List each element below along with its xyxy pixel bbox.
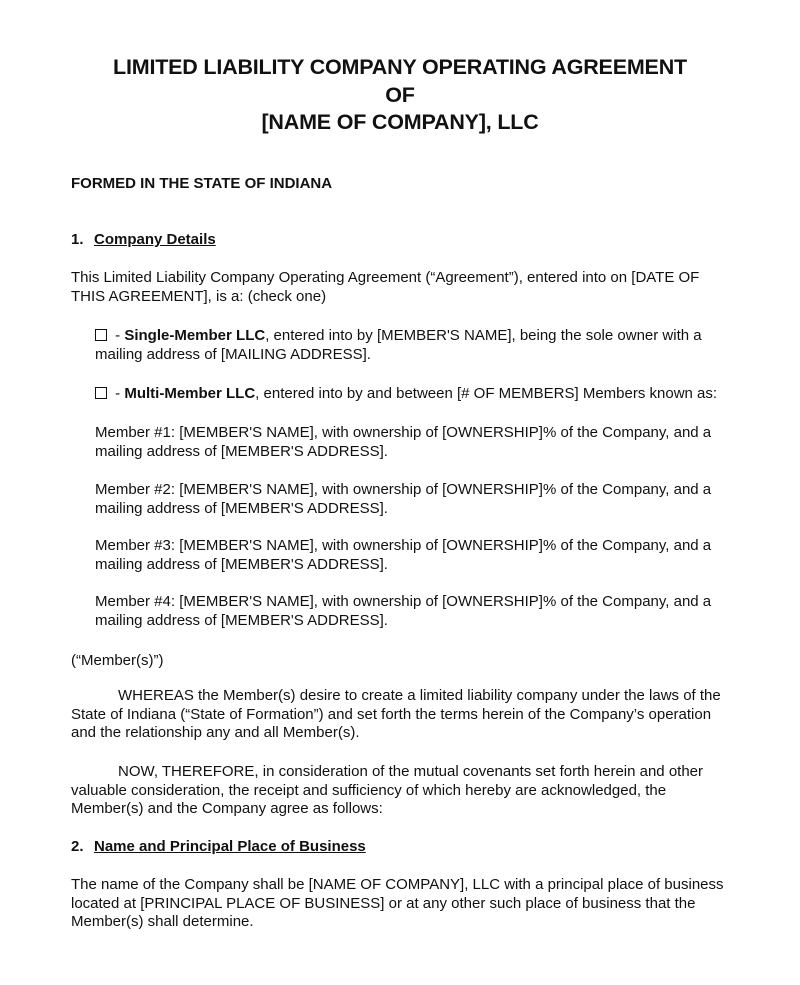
member-entry: Member #4: [MEMBER'S NAME], with ownership of [OWNERSHIP]% of the Company, and a mailing address of [MEMBER'S ADDRESS].	[95, 593, 712, 629]
whereas-text: WHEREAS the Member(s) desire to create a limited liability company under the laws of the State of Indiana (“State of Formation”) and set forth the terms herein of the Company’s operation and the relationship any and all Member(s).	[71, 687, 721, 742]
single-member-label: Single-Member LLC	[124, 327, 266, 344]
members-label: (“Member(s)”)	[71, 652, 164, 669]
title-line-1: LIMITED LIABILITY COMPANY OPERATING AGREEMENT	[113, 55, 687, 79]
single-dash: -	[111, 327, 125, 344]
section-1-number: 1.	[71, 231, 84, 248]
option-single-member	[95, 327, 715, 364]
section-1-title: Company Details	[94, 231, 216, 248]
now-therefore-text: NOW, THEREFORE, in consideration of the mutual covenants set forth herein and other valuable consideration, the receipt and sufficiency of which hereby are acknowledged, the Member(s) and the Company agree as follows:	[71, 763, 704, 818]
now-therefore-clause	[71, 763, 731, 819]
member-entry: Member #1: [MEMBER'S NAME], with ownership of [OWNERSHIP]% of the Company, and a mailing address of [MEMBER'S ADDRESS].	[95, 424, 712, 460]
whereas-clause	[71, 687, 721, 743]
multi-member-text: , entered into by and between [# OF MEMBERS] Members known as:	[255, 385, 718, 402]
title-line-2: OF	[385, 82, 415, 107]
agreement-intro: This Limited Liability Company Operating Agreement (“Agreement”), entered into on [DATE OF THIS AGREEMENT], is a: (check one)	[71, 269, 700, 305]
section-2-title: Name and Principal Place of Business	[94, 838, 366, 855]
document-title	[0, 54, 800, 137]
option-multi-member	[95, 385, 735, 404]
multi-member-label: Multi-Member LLC	[124, 385, 256, 402]
member-entry: Member #2: [MEMBER'S NAME], with ownership of [OWNERSHIP]% of the Company, and a mailing address of [MEMBER'S ADDRESS].	[95, 481, 712, 517]
section-1-heading	[71, 231, 731, 250]
multi-dash: -	[111, 385, 125, 402]
multi-member-checkbox[interactable]	[95, 387, 107, 399]
section-2-heading	[71, 838, 731, 857]
single-member-checkbox[interactable]	[95, 329, 107, 341]
section-2-number: 2.	[71, 838, 84, 855]
member-entry: Member #3: [MEMBER'S NAME], with ownership of [OWNERSHIP]% of the Company, and a mailing address of [MEMBER'S ADDRESS].	[95, 537, 712, 573]
single-member-text: , entered into by [MEMBER'S NAME], being the sole owner with a mailing address of [MAILING ADDRESS].	[95, 327, 702, 363]
formed-in-state: FORMED IN THE STATE OF INDIANA	[71, 175, 333, 192]
title-line-3: [NAME OF COMPANY], LLC	[261, 110, 539, 134]
section-2-body: The name of the Company shall be [NAME OF COMPANY], LLC with a principal place of business located at [PRINCIPAL PLACE OF BUSINESS] or at any other such place of business that the Member(s) shall determine.	[71, 876, 724, 931]
